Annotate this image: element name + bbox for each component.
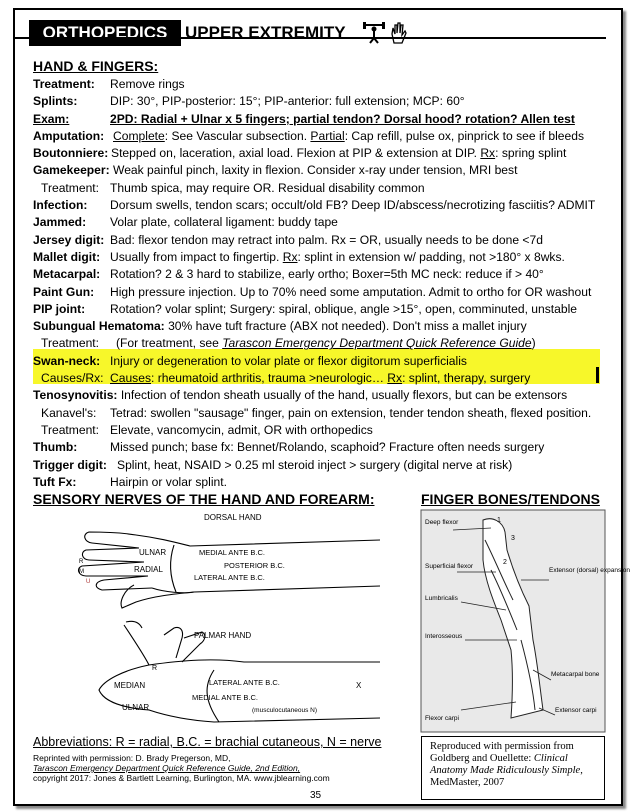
region-title: UPPER EXTREMITY [185,23,346,42]
row-trigger-digit: Trigger digit: Splint, heat, NSAID > 0.25 ml steroid inject > surgery (digital nerve at risk) [33,457,513,472]
header-rule [14,37,606,39]
label-1: 1 [497,517,501,524]
palmar-r: R [152,665,158,672]
label-metacarpal-bone: Metacarpal bone [551,671,600,678]
weightlifter-icon [362,22,408,44]
finger-bones-title: FINGER BONES/TENDONS [421,491,600,507]
specialty-banner: ORTHOPEDICS [29,20,181,46]
palmar-x: X [356,681,362,690]
row-tuft-fx: Tuft Fx: Hairpin or volar splint. [33,474,227,489]
row-splints: Splints: DIP: 30°, PIP-posterior: 15°; PIP-anterior: full extension; MCP: 60° [33,94,465,109]
label-deep-flexor: Deep flexor [425,519,459,526]
palmar-median: MEDIAN [114,681,146,690]
row-metacarpal: Metacarpal: Rotation? 2 & 3 hard to stabilize, early ortho; Boxer=5th MC neck: reduce if > 40° [33,267,544,282]
row-swan-neck: Swan-neck: Injury or degeneration to volar plate or flexor digitorum superficialis [33,353,467,368]
hand-icon [392,23,406,43]
finger-bones-figure [421,510,630,732]
sensory-nerve-diagram [64,510,380,735]
row-jammed: Jammed: Volar plate, collateral ligament: buddy tape [33,215,338,230]
dorsal-u: U [86,579,91,585]
dorsal-radial: RADIAL [134,565,163,574]
label-extensor-carpi: Extensor carpi [555,707,597,714]
palmar-ulnar: ULNAR [122,703,150,712]
label-flexor-carpi: Flexor carpi [425,715,459,722]
dorsal-medial-ante: MEDIAL ANTE B.C. [199,548,265,557]
palmar-medial-ante: MEDIAL ANTE B.C. [192,693,258,702]
row-gamekeeper: Gamekeeper: Weak painful pinch, laxity in flexion. Consider x-ray under tension, MRI best [33,163,518,178]
condition-list [33,76,618,491]
dorsal-hand-label: DORSAL HAND [204,513,262,522]
reprint-notice: Reprinted with permission: D. Brady Pregerson, MD, Tarascon Emergency Department Quick Reference Guide, 2nd Edition, copyright 2017: Jones & Bartlett Learning, Burlington, MA. www.jblearning.com [33,753,330,783]
section-title-hand-fingers: HAND & FINGERS: [33,58,159,74]
palmar-hand-label: PALMAR HAND [194,631,252,640]
label-3: 3 [511,535,515,542]
dorsal-hand-outline [79,532,380,608]
row-kanavel: Kanavel's: Tetrad: swollen "sausage" finger, pain on extension, tender tendon sheath, flexed position. [41,405,592,420]
label-extensor-expansion: Extensor (dorsal) expansion [549,567,630,574]
dorsal-posterior: POSTERIOR B.C. [224,561,285,570]
row-paint-gun: Paint Gun: High pressure injection. Up to 70% need some amputation. Admit to ortho for OR washout [33,284,592,299]
palmar-musculocutaneous: (musculocutaneous N) [252,707,318,714]
row-subungual-hematoma: Subungual Hematoma: 30% have tuft fracture (ABX not needed). Don't miss a mallet injury [33,319,527,334]
dorsal-r: R [79,559,84,565]
row-teno-treatment: Treatment: Elevate, vancomycin, admit, OR with orthopedics [41,422,373,437]
row-infection: Infection: Dorsum swells, tendon scars; occult/old FB? Deep ID/abscess/necrotizing fasciitis? ADMIT [33,198,596,213]
page-number: 35 [310,790,322,801]
row-pip-joint: PIP joint: Rotation? volar splint; Surgery: spiral, oblique, angle >15°, open, comminuted, unstable [33,301,578,316]
figure-credit: Reproduced with permission from Goldberg and Ouellette: Clinical Anatomy Made Ridiculously Simple, MedMaster, 2007 [421,736,605,800]
dorsal-m: M [79,569,84,575]
dorsal-ulnar: ULNAR [139,548,167,557]
abbreviations: Abbreviations: R = radial, B.C. = brachial cutaneous, N = nerve [33,735,382,749]
row-amputation: Amputation: Complete: See Vascular subsection. Partial: Cap refill, pulse ox, pinprick to see if bleeds [33,128,585,143]
row-jersey-digit: Jersey digit: Bad: flexor tendon may retract into palm. Rx = OR, usually needs to be done <7d [33,232,543,247]
row-exam: Exam: 2PD: Radial + Ulnar x 5 fingers; partial tendon? Dorsal hood? rotation? Allen test [33,111,575,126]
sensory-nerves-title: SENSORY NERVES OF THE HAND AND FOREARM: [33,491,375,507]
label-2: 2 [503,559,507,566]
row-treatment: Treatment: Remove rings [33,77,185,91]
row-gamekeeper-treatment: Treatment: Thumb spica, may require OR. Residual disability common [41,180,425,195]
palmar-lateral-ante: LATERAL ANTE B.C. [209,678,280,687]
label-lumbricalis: Lumbricalis [425,595,458,602]
dorsal-lateral-ante: LATERAL ANTE B.C. [194,573,265,582]
label-superficial-flexor: Superficial flexor [425,563,474,570]
row-tenosynovitis: Tenosynovitis: Infection of tendon sheath usually of the hand, usually flexors, but can be extensors [33,388,568,403]
header-icons [362,22,408,49]
row-thumb: Thumb: Missed punch; base fx: Bennet/Rolando, scaphoid? Fracture often needs surgery [33,440,545,455]
row-mallet-digit: Mallet digit: Usually from impact to fingertip. Rx: splint in extension w/ padding, not >180° x 8wks. [33,249,565,264]
row-swan-neck-causes: Causes/Rx: Causes: rheumatoid arthritis, trauma >neurologic… Rx: splint, therapy, surgery [41,371,531,386]
row-boutonniere: Boutonniere: Stepped on, laceration, axial load. Flexion at PIP & extension at DIP. Rx: spring splint [33,146,567,161]
row-subungual-treatment: Treatment: (For treatment, see Tarascon Emergency Department Quick Reference Guide) [41,336,536,351]
label-interosseous: Interosseous [425,633,463,640]
